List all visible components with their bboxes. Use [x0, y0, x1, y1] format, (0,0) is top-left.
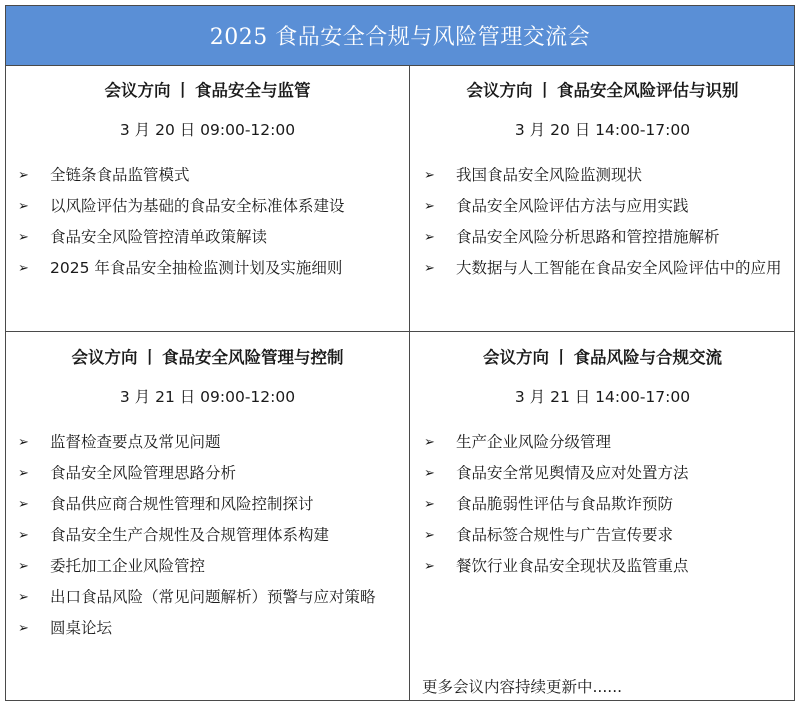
- list-item-text: 食品标签合规性与广告宣传要求: [456, 526, 674, 544]
- list-item-text: 我国食品安全风险监测现状: [456, 166, 643, 184]
- session-topic: 食品安全风险管理与控制: [162, 348, 344, 367]
- list-item: [16, 253, 403, 284]
- session-heading: [410, 77, 795, 101]
- list-item: [16, 160, 403, 191]
- session-heading: [6, 344, 409, 368]
- list-item-text: 食品安全风险管理思路分析: [50, 464, 237, 482]
- list-item: [422, 551, 785, 582]
- list-item: [422, 160, 785, 191]
- list-item-text: 餐饮行业食品安全现状及监管重点: [456, 557, 689, 575]
- session-topic-list: [422, 160, 785, 284]
- list-item-text: 食品供应商合规性管理和风险控制探讨: [50, 495, 314, 513]
- session-label: 会议方向: [71, 348, 138, 367]
- list-item-text: 食品安全风险分析思路和管控措施解析: [456, 228, 720, 246]
- arrow-bullet-icon: ➢: [18, 168, 29, 183]
- session-time: 3 月 21 日 14:00-17:00: [514, 388, 691, 406]
- arrow-bullet-icon: ➢: [424, 435, 435, 450]
- session-label: 会议方向: [483, 348, 549, 367]
- list-item-text: 2025 年食品安全抽检监测计划及实施细则: [50, 259, 343, 277]
- list-item-text: 监督检查要点及常见问题: [50, 433, 221, 451]
- session-time: 3 月 21 日 09:00-12:00: [119, 388, 296, 406]
- session-card: [6, 65, 409, 331]
- list-item: [16, 582, 403, 613]
- list-item: [16, 551, 403, 582]
- session-separator: 丨: [536, 81, 553, 100]
- arrow-bullet-icon: ➢: [18, 466, 29, 481]
- list-item: [16, 613, 403, 644]
- list-item-text: 委托加工企业风险管控: [50, 557, 206, 575]
- list-item: [422, 427, 785, 458]
- arrow-bullet-icon: ➢: [424, 199, 435, 214]
- session-topic-list: [16, 427, 403, 644]
- list-item: [16, 222, 403, 253]
- more-content-note: 更多会议内容持续更新中......: [422, 678, 623, 696]
- session-heading: [410, 344, 795, 368]
- list-item-text: 食品安全风险管控清单政策解读: [50, 228, 268, 246]
- arrow-bullet-icon: ➢: [18, 590, 29, 605]
- arrow-bullet-icon: ➢: [424, 261, 435, 276]
- list-item: [16, 489, 403, 520]
- session-time: 3 月 20 日 09:00-12:00: [119, 121, 296, 139]
- arrow-bullet-icon: ➢: [424, 559, 435, 574]
- session-heading: [6, 77, 409, 101]
- list-item: [16, 191, 403, 222]
- list-item-text: 食品安全常见舆情及应对处置方法: [456, 464, 689, 482]
- list-item: [422, 520, 785, 551]
- arrow-bullet-icon: ➢: [18, 230, 29, 245]
- session-topic-list: [422, 427, 785, 582]
- session-separator: 丨: [553, 348, 570, 367]
- list-item: [16, 427, 403, 458]
- arrow-bullet-icon: ➢: [424, 528, 435, 543]
- arrow-bullet-icon: ➢: [18, 497, 29, 512]
- list-item-text: 圆桌论坛: [50, 619, 113, 637]
- arrow-bullet-icon: ➢: [18, 261, 29, 276]
- session-label: 会议方向: [104, 81, 171, 100]
- arrow-bullet-icon: ➢: [18, 528, 29, 543]
- arrow-bullet-icon: ➢: [424, 466, 435, 481]
- arrow-bullet-icon: ➢: [18, 621, 29, 636]
- list-item-text: 生产企业风险分级管理: [456, 433, 612, 451]
- page-title: 2025 食品安全合规与风险管理交流会: [209, 25, 591, 50]
- list-item-text: 全链条食品监管模式: [50, 166, 190, 184]
- session-card: [6, 332, 409, 701]
- arrow-bullet-icon: ➢: [424, 168, 435, 183]
- arrow-bullet-icon: ➢: [18, 435, 29, 450]
- list-item-text: 大数据与人工智能在食品安全风险评估中的应用: [456, 259, 782, 277]
- session-topic: 食品安全风险评估与识别: [557, 81, 739, 100]
- agenda-grid: [5, 65, 795, 701]
- list-item-text: 食品安全生产合规性及合规管理体系构建: [50, 526, 330, 544]
- session-card: [410, 65, 795, 331]
- list-item: [422, 489, 785, 520]
- session-label: 会议方向: [466, 81, 533, 100]
- session-separator: 丨: [141, 348, 158, 367]
- session-separator: 丨: [174, 81, 191, 100]
- session-topic: 食品安全与监管: [195, 81, 311, 100]
- session-topic: 食品风险与合规交流: [573, 348, 722, 367]
- arrow-bullet-icon: ➢: [18, 559, 29, 574]
- arrow-bullet-icon: ➢: [18, 199, 29, 214]
- session-card: [410, 332, 795, 701]
- arrow-bullet-icon: ➢: [424, 230, 435, 245]
- list-item-text: 食品脆弱性评估与食品欺诈预防: [456, 495, 674, 513]
- header-banner: [5, 5, 795, 66]
- list-item-text: 以风险评估为基础的食品安全标准体系建设: [50, 197, 345, 215]
- session-time: 3 月 20 日 14:00-17:00: [514, 121, 691, 139]
- list-item: [422, 253, 785, 284]
- list-item: [422, 222, 785, 253]
- list-item: [422, 458, 785, 489]
- list-item-text: 食品安全风险评估方法与应用实践: [456, 197, 689, 215]
- list-item: [422, 191, 785, 222]
- list-item: [16, 520, 403, 551]
- arrow-bullet-icon: ➢: [424, 497, 435, 512]
- list-item: [16, 458, 403, 489]
- list-item-text: 出口食品风险（常见问题解析）预警与应对策略: [50, 588, 376, 606]
- session-topic-list: [16, 160, 403, 284]
